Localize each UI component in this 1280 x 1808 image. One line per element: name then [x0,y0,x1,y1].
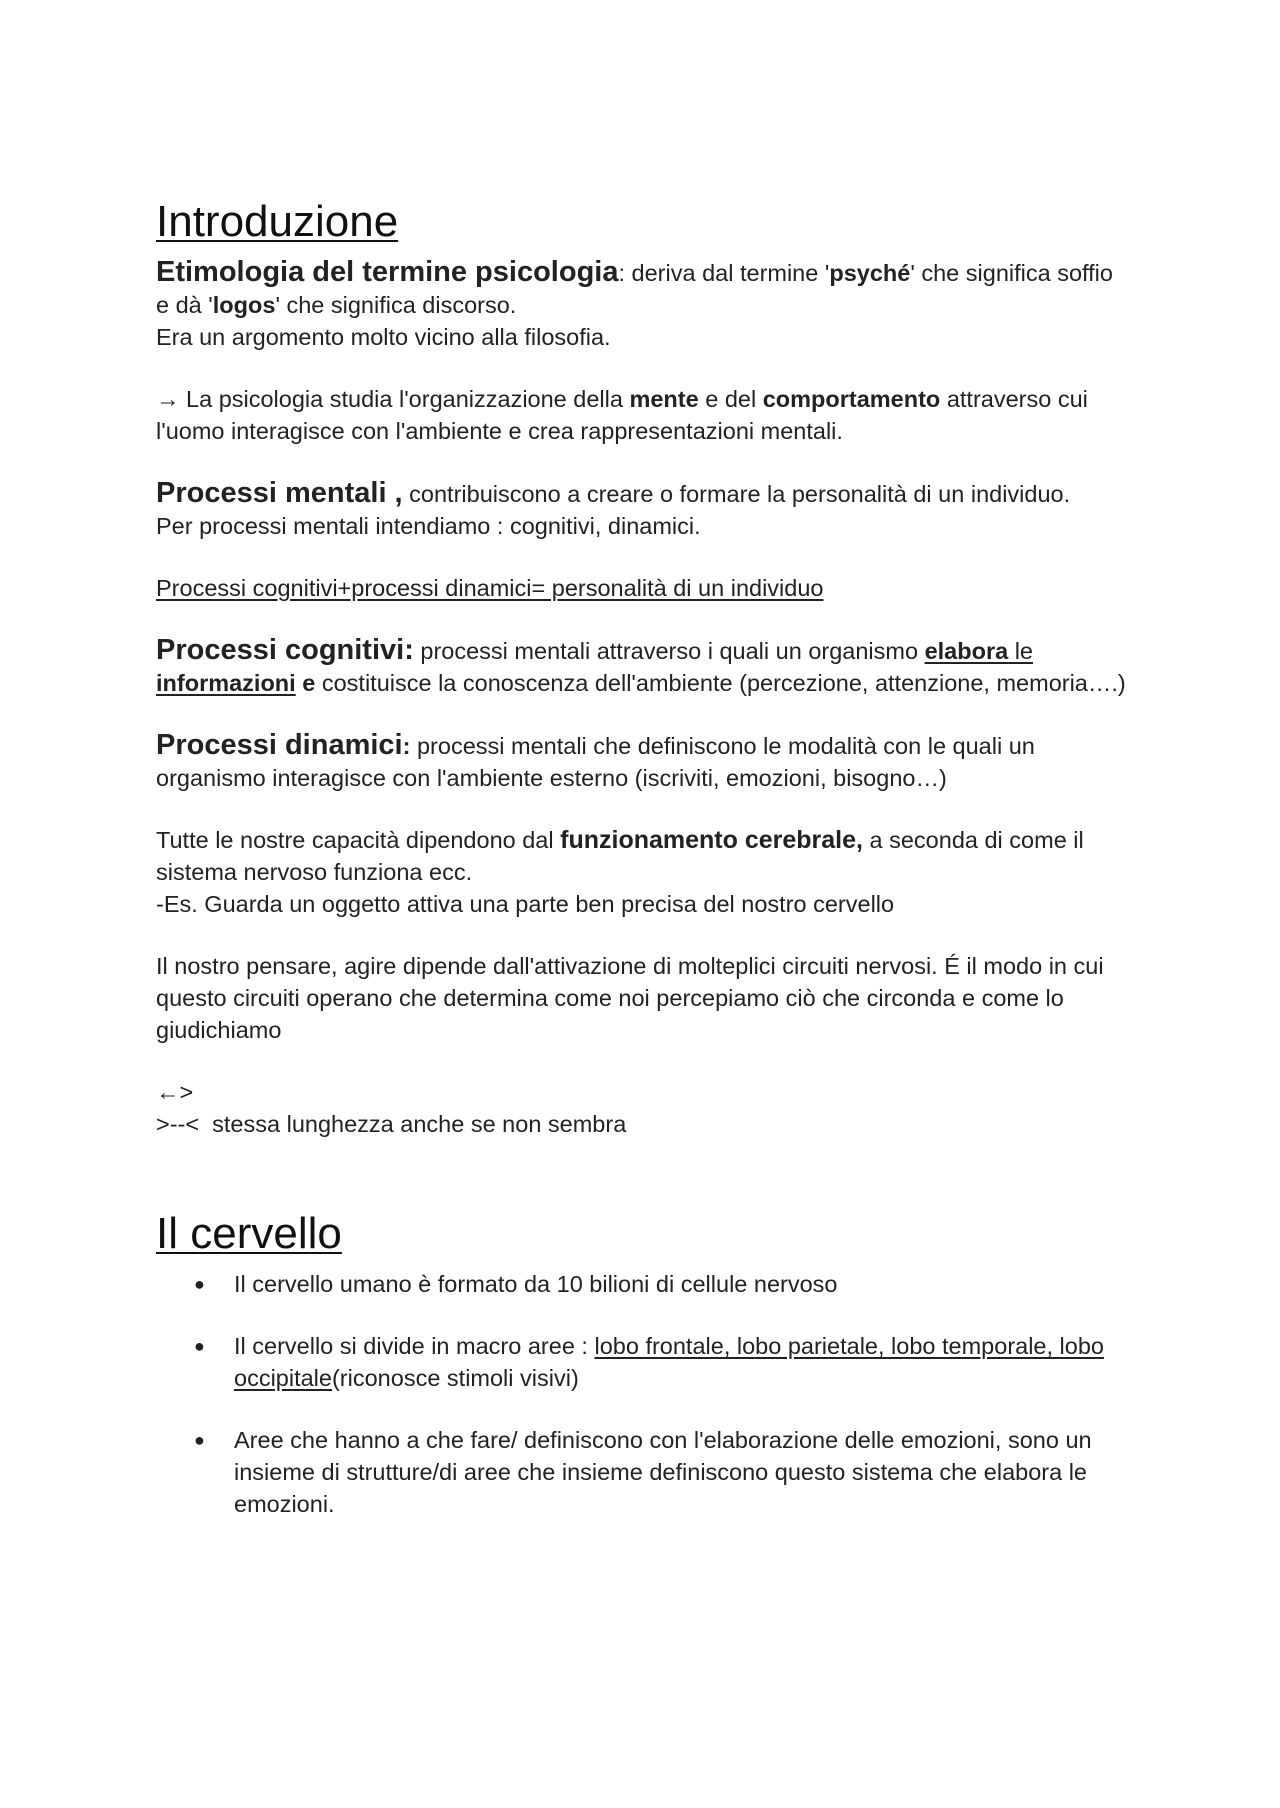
illusion-arrow-2: >--< stessa lunghezza anche se non sembra [156,1111,627,1137]
capacita-example: -Es. Guarda un oggetto attiva una parte ben precisa del nostro cervello [156,891,895,917]
term-informazioni: informazioni [156,670,296,696]
paragraph-circuiti: Il nostro pensare, agire dipende dall'attivazione di molteplici circuiti nervosi. É il modo in cui questo circuiti operano che determina come noi percepiamo ciò che circonda e come lo giudichiamo [156,953,1104,1043]
term-e: e [295,670,316,696]
formula-personalita: Processi cognitivi+processi dinamici= personalità di un individuo [156,575,824,601]
psicologia-text-2: e del [698,386,763,412]
bullet-icon: ● [194,1336,205,1356]
paragraph-processi-dinamici [156,729,1131,794]
etimologia-text-3: ' che significa discorso. [275,292,517,318]
processi-cognitivi-lead: Processi cognitivi: [156,634,414,666]
term-funzionamento-cerebrale: funzionamento cerebrale, [560,826,863,854]
etimologia-text-1: : deriva dal termine ' [618,260,830,286]
term-elabora: elabora [924,638,1009,664]
processi-mentali-lead: Processi mentali , [156,477,403,509]
list-item [156,1424,1131,1520]
etimologia-text-2: ' che significa soffio e dà ' [156,260,1113,318]
processi-mentali-line-2: Per processi mentali intendiamo : cognitivi, dinamici. [156,513,701,539]
processi-dinamici-colon: : [402,733,411,759]
processi-mentali-text: contribuiscono a creare o formare la personalità di un individuo. [402,481,1071,507]
paragraph-processi-mentali [156,477,1131,542]
list-item [156,1268,1131,1300]
processi-cognitivi-text-1: processi mentali attraverso i quali un organismo [413,638,925,664]
psicologia-text-3: attraverso cui l'uomo interagisce con l'ambiente e crea rappresentazioni mentali. [156,386,1088,444]
paragraph-capacita [156,824,1131,920]
list-item-text: Il cervello si divide in macro aree : [234,1333,595,1359]
term-psyche: psyché [829,260,911,286]
processi-dinamici-lead: Processi dinamici [156,729,403,761]
document-page [156,196,1131,1520]
paragraph-psicologia [156,383,1131,447]
capacita-text-1: Tutte le nostre capacità dipendono dal [156,827,561,853]
list-item-text: Aree che hanno a che fare/ definiscono con l'elaborazione delle emozioni, sono un insieme di strutture/di aree che insieme definiscono questo sistema che elabora le emozioni. [234,1427,1092,1517]
psicologia-text-1: → La psicologia studia l'organizzazione della [156,386,630,412]
section-title-introduzione: Introduzione [156,197,399,246]
cervello-list [156,1268,1131,1520]
bullet-icon: ● [194,1430,205,1450]
etimologia-line-2: Era un argomento molto vicino alla filosofia. [156,324,611,350]
list-item-text-post: (riconosce stimoli visivi) [331,1365,579,1391]
paragraph-processi-cognitivi [156,634,1131,699]
term-mente: mente [629,386,699,412]
paragraph-etimologia [156,256,1131,353]
section-title-cervello: Il cervello [156,1209,342,1258]
processi-cognitivi-text-2: costituisce la conoscenza dell'ambiente (percezione, attenzione, memoria….) [315,670,1126,696]
processi-dinamici-text: processi mentali che definiscono le modalità con le quali un organismo interagisce con l'ambiente esterno (iscriviti, emozioni, bisogno…) [156,733,1035,791]
term-logos: logos [212,292,276,318]
term-comportamento: comportamento [762,386,941,412]
lobi-list: lobo frontale, lobo parietale, lobo temporale, lobo occipitale [234,1333,1104,1391]
capacita-text-2: a seconda di come il sistema nervoso funziona ecc. [156,827,1084,885]
illusion-arrow-1: ←> [156,1079,194,1105]
list-item [156,1330,1131,1394]
etimologia-lead: Etimologia del termine psicologia [156,256,619,288]
bullet-icon: ● [194,1274,205,1294]
list-item-text: Il cervello umano è formato da 10 bilioni di cellule nervoso [234,1271,838,1297]
term-le: le [1008,638,1033,664]
paragraph-illusione [156,1076,1131,1140]
